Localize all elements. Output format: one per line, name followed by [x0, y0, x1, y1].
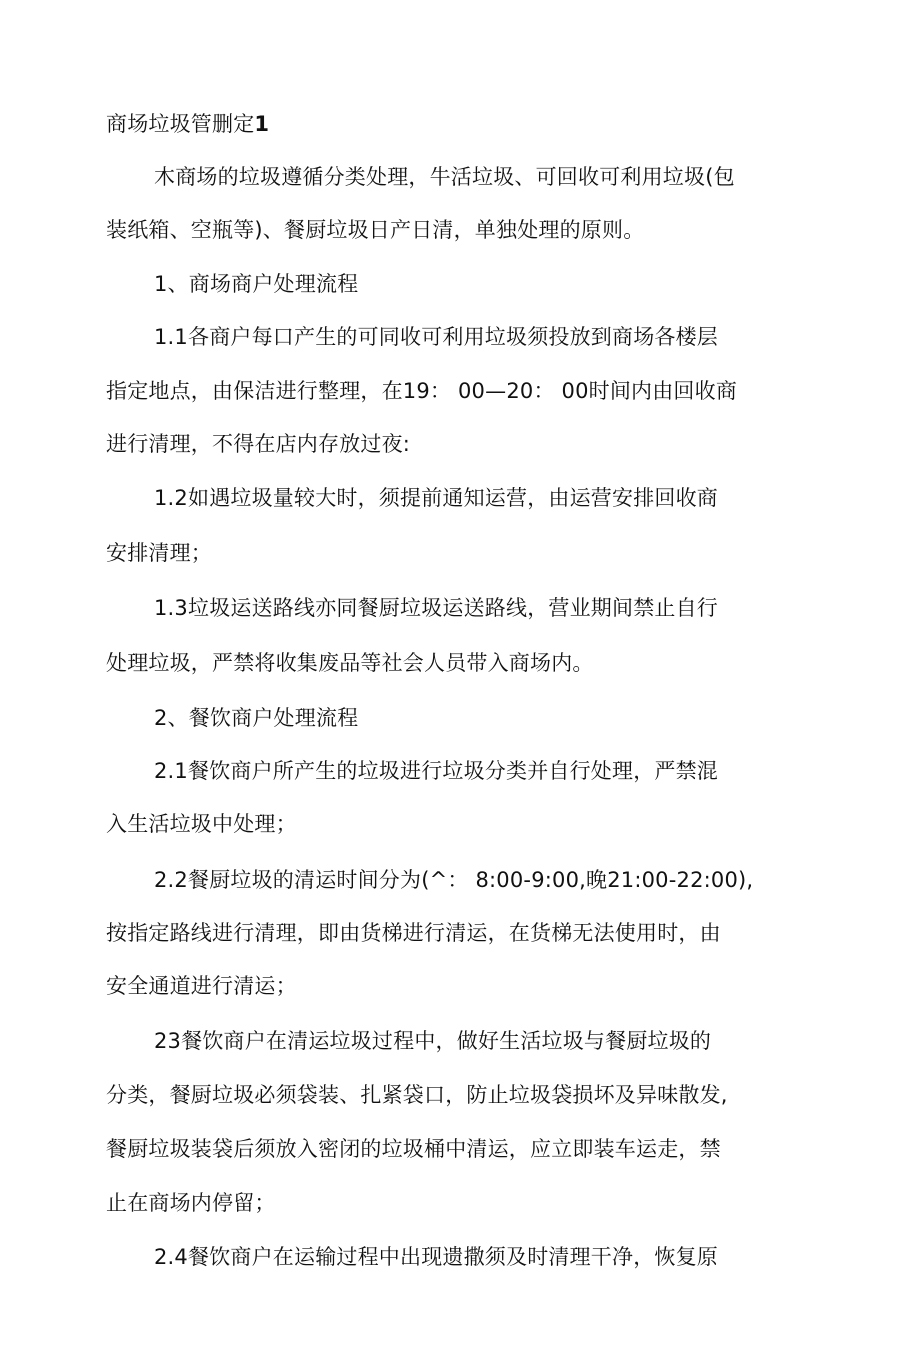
paragraph-line: 1.2如遇垃圾量较大时，须提前通知运营，由运营安排回收商: [154, 486, 718, 510]
paragraph-line: 1.1各商户每口产生的可同收可利用垃圾须投放到商场各楼层: [154, 325, 718, 349]
paragraph-line: 1.3垃圾运送路线亦同餐厨垃圾运送路线，营业期间禁止自行: [154, 596, 718, 620]
paragraph-line: 处理垃圾，严禁将收集废品等社会人员带入商场内。: [106, 651, 594, 675]
paragraph-line: 入生活垃圾中处理；: [106, 812, 297, 836]
paragraph-line: 木商场的垃圾遵循分类处理，牛活垃圾、可回收可利用垃圾(包: [154, 165, 735, 189]
paragraph-line: 止在商场内停留；: [106, 1191, 276, 1215]
section-heading: 2、餐饮商户处理流程: [154, 706, 359, 730]
paragraph-line: 23餐饮商户在清运垃圾过程中，做好生活垃圾与餐厨垃圾的: [154, 1029, 712, 1053]
paragraph-line: 按指定路线进行清理，即由货梯进行清运，在货梯无法使用时，由: [106, 921, 721, 945]
paragraph-line: 装纸箱、空瓶等)、餐厨垃圾日产日清，单独处理的原则。: [106, 218, 645, 242]
title-suffix: 1: [254, 112, 270, 136]
document-title: [106, 110, 269, 138]
paragraph-line: 2.4餐饮商户在运输过程中出现遗撒须及时清理干净，恢复原: [154, 1245, 718, 1269]
paragraph-line: 安排清理；: [106, 541, 212, 565]
paragraph-line: 安全通道进行清运；: [106, 974, 297, 998]
paragraph-line: 2.1餐饮商户所产生的垃圾进行垃圾分类并自行处理，严禁混: [154, 759, 718, 783]
paragraph-line: 2.2餐厨垃圾的清运时间分为(^： 8:00-9:00,晚21:00-22:00),: [154, 868, 754, 892]
title-text: 商场垃圾管删定: [106, 112, 255, 136]
paragraph-line: 分类，餐厨垃圾必须袋装、扎紧袋口，防止垃圾袋损坏及异味散发,: [106, 1083, 728, 1107]
section-heading: 1、商场商户处理流程: [154, 272, 359, 296]
paragraph-line: 指定地点，由保洁进行整理，在19： 00—20： 00时间内由回收商: [106, 379, 738, 403]
paragraph-line: 餐厨垃圾装袋后须放入密闭的垃圾桶中清运，应立即装车运走，禁: [106, 1137, 721, 1161]
paragraph-line: 进行清理，不得在店内存放过夜:: [106, 432, 411, 456]
